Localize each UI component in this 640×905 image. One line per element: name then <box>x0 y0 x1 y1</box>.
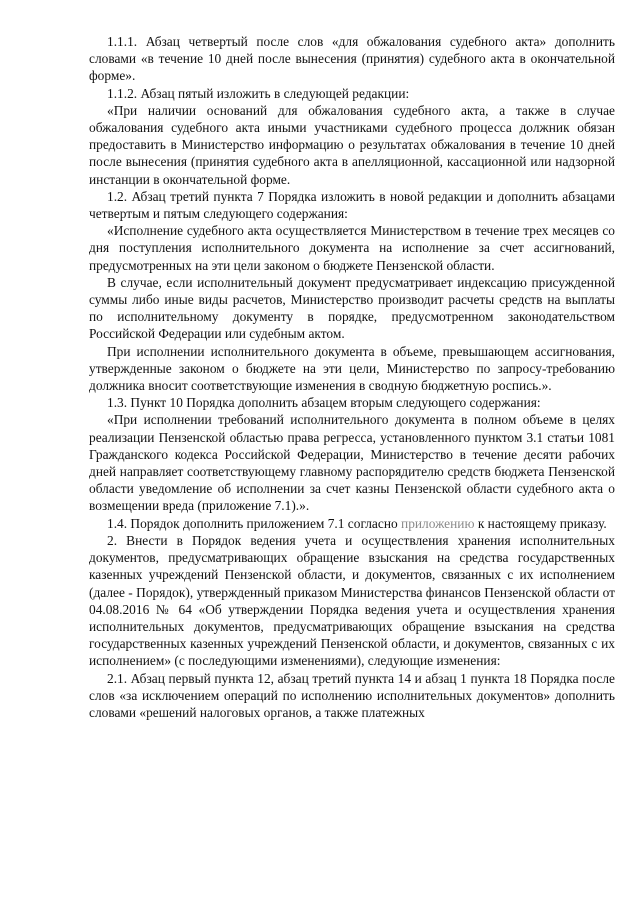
document-page <box>89 33 615 721</box>
paragraph-1-4 <box>89 515 615 532</box>
paragraph-1-1-2: 1.1.2. Абзац пятый изложить в следующей редакции: <box>107 85 410 101</box>
paragraph-excess-allocation: При исполнении исполнительного документа в объеме, превышающем ассигнования, утвержденные законом о бюджете на эти цели, Министерство по запросу-требованию должника вносит соответствующие изменения в сводную бюджетную роспись.». <box>89 343 615 394</box>
paragraph-quote-execution: «Исполнение судебного акта осуществляется Министерством в течение трех месяцев со дня поступления исполнительного документа на исполнение за счет ассигнований, предусмотренных на эти цели законом о бюджете Пензенской области. <box>89 223 615 273</box>
paragraph-1-2: 1.2. Абзац третий пункта 7 Порядка изложить в новой редакции и дополнить абзацами четвертым и пятым следующего содержания: <box>89 188 615 222</box>
paragraph-quote-regress: «При исполнении требований исполнительного документа в полном объеме в целях реализации Пензенской областью права регресса, установленного пунктом 3.1 статьи 1081 Гражданского кодекса Российской Федерации, Министерство в течение десяти рабочих дней направляет соответствующему главному распорядителю средств бюджета Пензенской области уведомление об исполнении за счет казны Пензенской области судебного акта о возмещении вреда (приложение 7.1).». <box>89 412 615 514</box>
paragraph-indexation: В случае, если исполнительный документ предусматривает индексацию присужденной суммы либо иные виды расчетов, Министерство производит расчеты средств на выплаты по исполнительному документу в порядке, предусмотренном законодательством Российской Федерации или судебным актом. <box>89 274 615 342</box>
paragraph-1-3: 1.3. Пункт 10 Порядка дополнить абзацем вторым следующего содержания: <box>107 395 541 411</box>
paragraph-2: 2. Внести в Порядок ведения учета и осуществления хранения исполнительных документов, предусматривающих обращение взыскания на средства государственных казенных учреждений Пензенской области, и документов, связанных с их исполнением (далее - Порядок), утвержденный приказом Министерства финансов Пензенской области от 04.08.2016 № 64 «Об утверждении Порядка ведения учета и осуществления хранения исполнительных документов, предусматривающих обращение взыскания на средства государственных казенных учреждений Пензенской области, и документов, связанных с их исполнением» (с последующими изменениями), следующие изменения: <box>89 532 615 669</box>
paragraph-1-4-start: 1.4. Порядок дополнить приложением 7.1 согласно <box>107 515 402 531</box>
paragraph-1-1-1: 1.1.1. Абзац четвертый после слов «для обжалования судебного акта» дополнить словами «в течение 10 дней после вынесения (принятия) судебного акта в окончательной форме». <box>89 34 615 84</box>
paragraph-1-4-end: к настоящему приказу. <box>474 515 607 531</box>
paragraph-2-1: 2.1. Абзац первый пункта 12, абзац третий пункта 14 и абзац 1 пункта 18 Порядка после слов «за исключением операций по исполнению исполнительных документов» дополнить словами «решений налоговых органов, а также платежных <box>89 670 615 720</box>
paragraph-quote-appeal: «При наличии оснований для обжалования судебного акта, а также в случае обжалования судебного акта иными участниками судебного процесса должник обязан предоставить в Министерство информацию о результатах обжалования в течение 10 дней после вынесения (принятия судебного акта в апелляционной, кассационной или надзорной инстанции в окончательной форме. <box>89 102 615 187</box>
appendix-link-text: приложению <box>401 515 475 531</box>
